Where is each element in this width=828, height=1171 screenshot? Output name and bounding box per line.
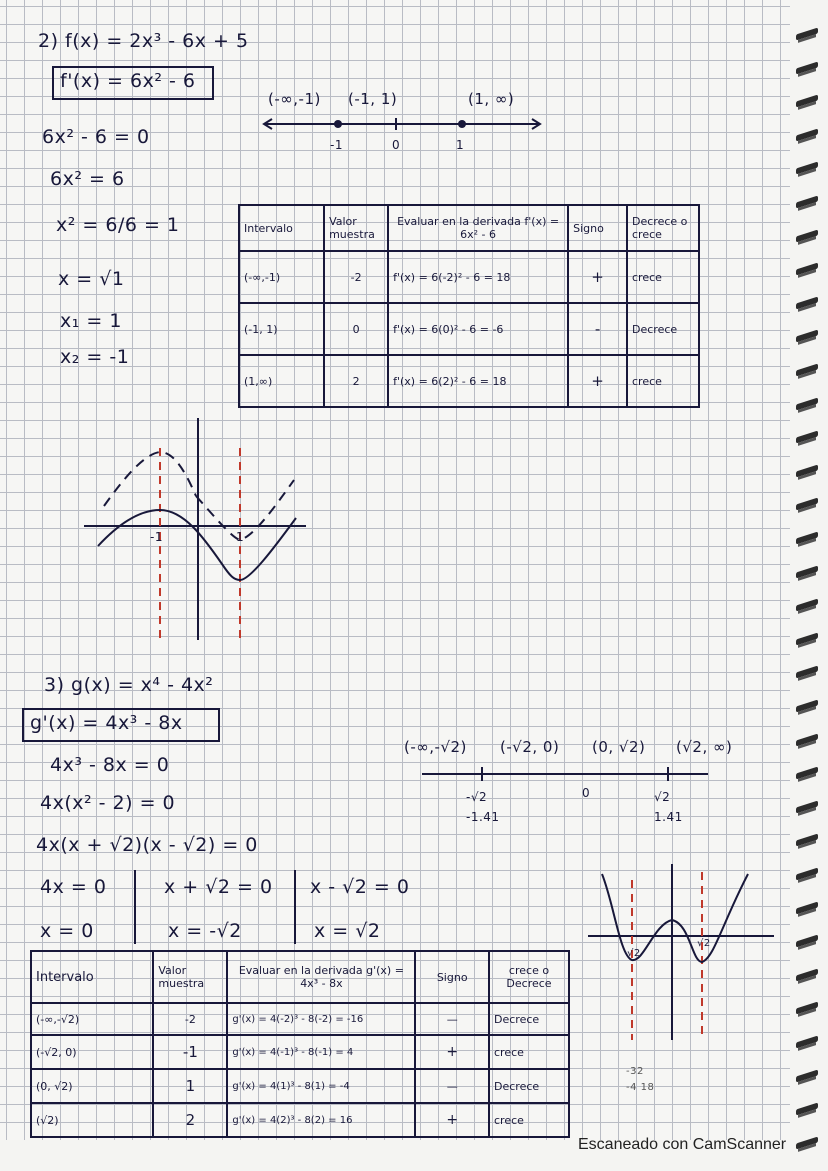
p2-cell: -2: [324, 251, 388, 303]
spiral-ring: [796, 834, 820, 848]
p3-th: Evaluar en la derivada g'(x) = 4x³ - 8x: [227, 951, 415, 1003]
p3-tick-label: 0: [582, 786, 591, 800]
p2-step: x₂ = -1: [60, 346, 130, 368]
p2-step: x² = 6/6 = 1: [56, 214, 180, 236]
spiral-ring: [796, 1103, 820, 1117]
p3-cell: (-√2, 0): [31, 1035, 153, 1069]
spiral-ring: [796, 230, 820, 244]
spiral-ring: [796, 28, 820, 42]
p3-step: 4x³ - 8x = 0: [50, 754, 170, 776]
p3-cell: Decrece: [489, 1003, 569, 1035]
spiral-ring: [796, 767, 820, 781]
p3-cell: g'(x) = 4(-1)³ - 8(-1) = 4: [227, 1035, 415, 1069]
p3-case-divider: [294, 870, 296, 944]
p3-interval-label: (-∞,-√2): [404, 738, 467, 756]
p2-graph-label: 1: [236, 530, 245, 544]
p3-tick-label: -1.41: [466, 810, 500, 824]
p3-tick-label: -√2: [466, 790, 488, 804]
p2-step: x = √1: [58, 268, 125, 290]
p3-note: -4 18: [626, 1082, 655, 1093]
p2-cell: crece: [627, 355, 699, 407]
p2-th: Intervalo: [239, 205, 324, 251]
spiral-ring: [796, 196, 820, 210]
p2-title: 2) f(x) = 2x³ - 6x + 5: [38, 30, 249, 52]
p3-case: 4x = 0: [40, 876, 107, 898]
p3-cell: crece: [489, 1103, 569, 1137]
spiral-ring: [796, 633, 820, 647]
p2-number-line: [258, 108, 548, 138]
p3-title: 3) g(x) = x⁴ - 4x²: [44, 674, 214, 696]
spiral-ring: [796, 700, 820, 714]
p2-cell: (-∞,-1): [239, 251, 324, 303]
p2-table: [238, 204, 700, 408]
p3-tick-label: 1.41: [654, 810, 683, 824]
p3-cell: g'(x) = 4(1)³ - 8(1) = -4: [227, 1069, 415, 1103]
p3-case: x = -√2: [168, 920, 242, 942]
spiral-ring: [796, 1137, 820, 1151]
spiral-ring: [796, 532, 820, 546]
spiral-ring: [796, 935, 820, 949]
p3-cell: —: [415, 1069, 489, 1103]
spiral-ring: [796, 599, 820, 613]
p2-th: Decrece o crece: [627, 205, 699, 251]
p2-tick-label: 0: [392, 138, 401, 152]
p3-graph-label: √2: [627, 948, 641, 959]
p3-cell: g'(x) = 4(2)³ - 8(2) = 16: [227, 1103, 415, 1137]
spiral-ring: [796, 1070, 820, 1084]
p2-derivative: f'(x) = 6x² - 6: [60, 70, 196, 92]
p3-cell: +: [415, 1103, 489, 1137]
p2-cell: Decrece: [627, 303, 699, 355]
p3-case: x = 0: [40, 920, 94, 942]
spiral-ring: [796, 162, 820, 176]
spiral-ring: [796, 465, 820, 479]
p3-th: Valor muestra: [153, 951, 227, 1003]
spiral-binding: [790, 0, 828, 1140]
p2-interval-label: (1, ∞): [468, 90, 515, 108]
p2-cell: -: [568, 303, 627, 355]
p2-step: 6x² = 6: [50, 168, 125, 190]
p2-tick-label: -1: [330, 138, 343, 152]
scanner-watermark: Escaneado con CamScanner: [578, 1136, 787, 1153]
p3-cell: crece: [489, 1035, 569, 1069]
p2-step: x₁ = 1: [60, 310, 122, 332]
p3-case-divider: [134, 870, 136, 944]
spiral-ring: [796, 666, 820, 680]
spiral-ring: [796, 431, 820, 445]
p3-cell: (0, √2): [31, 1069, 153, 1103]
spiral-ring: [796, 1002, 820, 1016]
p3-derivative: g'(x) = 4x³ - 8x: [30, 712, 183, 734]
p2-interval-label: (-∞,-1): [268, 90, 321, 108]
p2-cell: (1,∞): [239, 355, 324, 407]
p3-interval-label: (-√2, 0): [500, 738, 560, 756]
p3-case: x + √2 = 0: [164, 876, 273, 898]
spiral-ring: [796, 1036, 820, 1050]
p3-step: 4x(x + √2)(x - √2) = 0: [36, 834, 258, 856]
spiral-ring: [796, 297, 820, 311]
spiral-ring: [796, 263, 820, 277]
p3-graph: [588, 864, 776, 1042]
p3-cell: -1: [153, 1035, 227, 1069]
p3-case: x - √2 = 0: [310, 876, 410, 898]
spiral-ring: [796, 62, 820, 76]
p2-cell: (-1, 1): [239, 303, 324, 355]
spiral-ring: [796, 364, 820, 378]
p3-cell: 1: [153, 1069, 227, 1103]
p2-th: Evaluar en la derivada f'(x) = 6x² - 6: [388, 205, 568, 251]
spiral-ring: [796, 902, 820, 916]
p3-step: 4x(x² - 2) = 0: [40, 792, 176, 814]
p2-step: 6x² - 6 = 0: [42, 126, 150, 148]
p3-th: crece o Decrece: [489, 951, 569, 1003]
p3-interval-label: (√2, ∞): [676, 738, 733, 756]
p3-number-line: [420, 762, 712, 786]
p3-interval-label: (0, √2): [592, 738, 646, 756]
p2-tick-label: 1: [456, 138, 465, 152]
p2-cell: f'(x) = 6(2)² - 6 = 18: [388, 355, 568, 407]
spiral-ring: [796, 498, 820, 512]
p3-cell: 2: [153, 1103, 227, 1137]
p2-cell: f'(x) = 6(-2)² - 6 = 18: [388, 251, 568, 303]
p2-cell: f'(x) = 6(0)² - 6 = -6: [388, 303, 568, 355]
p3-th: Intervalo: [31, 951, 153, 1003]
p3-cell: (-∞,-√2): [31, 1003, 153, 1035]
p2-th: Signo: [568, 205, 627, 251]
p3-cell: (√2): [31, 1103, 153, 1137]
p3-case: x = √2: [314, 920, 381, 942]
p3-cell: Decrece: [489, 1069, 569, 1103]
spiral-ring: [796, 129, 820, 143]
spiral-ring: [796, 734, 820, 748]
p2-th: Valor muestra: [324, 205, 388, 251]
p3-graph-label: √2: [697, 938, 711, 949]
spiral-ring: [796, 398, 820, 412]
p3-note: -32: [626, 1066, 644, 1077]
p2-graph-label: -1: [150, 530, 163, 544]
p2-cell: 0: [324, 303, 388, 355]
p3-cell: +: [415, 1035, 489, 1069]
spiral-ring: [796, 801, 820, 815]
spiral-ring: [796, 868, 820, 882]
p3-th: Signo: [415, 951, 489, 1003]
p2-cell: +: [568, 251, 627, 303]
spiral-ring: [796, 566, 820, 580]
p2-cell: crece: [627, 251, 699, 303]
p2-interval-label: (-1, 1): [348, 90, 398, 108]
p3-tick-label: √2: [654, 790, 671, 804]
p3-table: [30, 950, 570, 1138]
p2-cell: 2: [324, 355, 388, 407]
p3-cell: -2: [153, 1003, 227, 1035]
p3-cell: —: [415, 1003, 489, 1035]
p3-cell: g'(x) = 4(-2)³ - 8(-2) = -16: [227, 1003, 415, 1035]
spiral-ring: [796, 330, 820, 344]
spiral-ring: [796, 969, 820, 983]
spiral-ring: [796, 95, 820, 109]
p2-graph: [84, 418, 316, 640]
p2-cell: +: [568, 355, 627, 407]
